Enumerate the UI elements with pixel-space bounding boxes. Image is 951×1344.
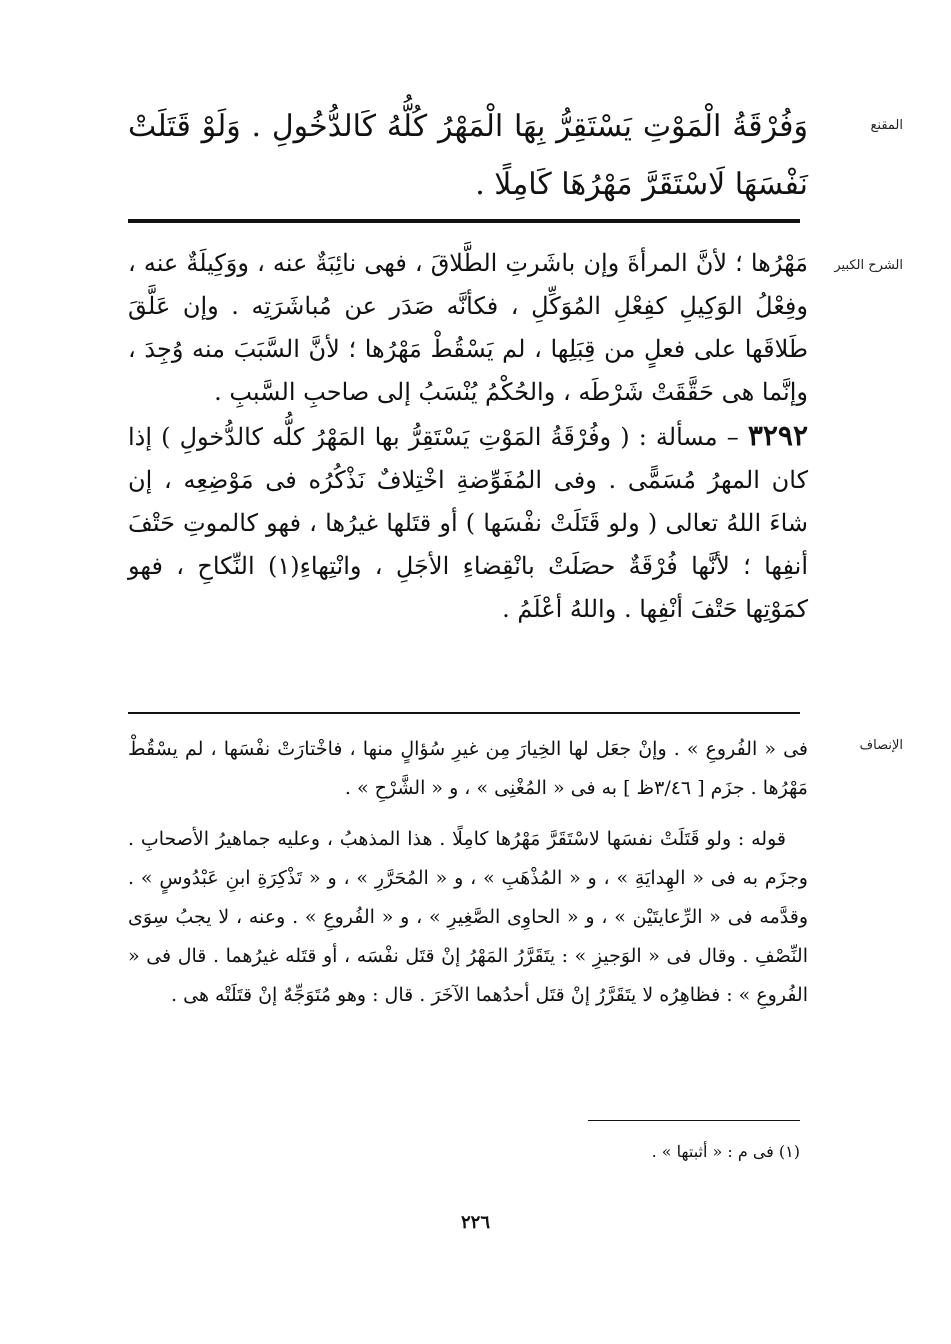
sharh-text-block xyxy=(128,242,808,631)
sharh-paragraph-2 xyxy=(128,414,808,631)
issue-number: ٣٢٩٢ xyxy=(747,419,808,452)
insaf-text-block xyxy=(128,730,808,1015)
section-label-insaf: الإنصاف xyxy=(859,738,903,753)
section-divider-thin xyxy=(128,712,800,714)
footnote: (١) فى م : « أثبتها » . xyxy=(651,1142,800,1161)
section-divider-thick xyxy=(128,219,800,223)
section-label-sharh: الشرح الكبير xyxy=(834,258,903,273)
sharh-paragraph-2-text: – مسألة : ( وفُرْقَةُ المَوْتِ يَسْتَقِرُّ بها المَهْرُ كلُّه كالدُّخولِ ) إذا كان المهرُ مُسَمًّى . وفى المُفَوِّضةِ اخْتِلافٌ نَذْكُرُه فى مَوْضِعِه ، إن شاءَ اللهُ تعالى ( ولو قَتَلَتْ نفْسَها ) أو قتَلها غيرُها ، فهو كالموتِ حَتْفَ أنفِها ؛ لأنَّها فُرْقَةٌ حصَلَتْ بانْقِضاءِ الأجَلِ ، وانْتِهاءِ(١) النِّكاحِ ، فهو كمَوْتِها حَتْفَ أنْفِها . واللهُ أعْلَمُ . xyxy=(128,423,808,623)
insaf-paragraph-2: قوله : ولو قَتَلَتْ نفسَها لاسْتَقَرَّ مَهْرُها كامِلًا . هذا المذهبُ ، وعليه جماهيرُ الأصحابِ . وجزَم به فى « الهِدايَةِ » ، و « المُذْهَبِ » ، و « المُحَرَّرِ » ، و « تَذْكِرَةِ ابنِ عَبْدُوسٍ » . وقدَّمه فى « الرِّعايتَيْن » ، و « الحاوِى الصَّغِيرِ » ، و « الفُروعِ » . وعنه ، لا يجبُ سِوَى النِّصْفِ . وقال فى « الوَجيزِ » : يتَقَرَّرُ المَهْرُ إنْ قتَل نفْسَه ، أو قتَله غيرُهما . قال فى « الفُروعِ » : فظاهِرُه لا يتَقَرَّرُ إنْ قتَل أحدُهما الآخَرَ . قال : وهو مُتَوَجِّهٌ إنْ قتَلَتْه هى . xyxy=(128,828,808,1006)
footnote-divider xyxy=(588,1120,800,1121)
muqni-paragraph: وَفُرْقَةُ الْمَوْتِ يَسْتَقِرُّ بِهَا الْمَهْرُ كُلُّهُ كَالدُّخُولِ . وَلَوْ قَتَلَتْ نَفْسَهَا لَاسْتَقَرَّ مَهْرُهَا كَامِلًا . xyxy=(128,109,808,202)
sharh-paragraph-1: مَهْرُها ؛ لأنَّ المرأةَ وإن باشَرتِ الطَّلاقَ ، فهى نائِبَةٌ عنه ، ووَكِيلَةٌ عنه ، وفِعْلُ الوَكِيلِ كفِعْلِ المُوَكِّلِ ، فكأنَّه صَدَر عن مُباشَرَتِه . وإن عَلَّقَ طَلاقَها على فعلٍ من قِبَلِها ، لم يَسْقُطْ مَهْرُها ؛ لأنَّ السَّبَبَ منه وُجِدَ ، وإنَّما هى حَقَّقَتْ شَرْطَه ، والحُكْمُ يُنْسَبُ إلى صاحبِ السَّببِ . xyxy=(128,249,808,406)
section-label-muqni: المقنع xyxy=(870,118,903,133)
page-number: ٢٢٦ xyxy=(460,1212,490,1233)
insaf-paragraph-1: فى « الفُروعِ » . وإنْ جعَل لها الخِيارَ مِن غيرِ سُؤالٍ منها ، فاخْتارَتْ نفْسَها ، لم يسْقُطْ مَهْرُها . جزَم [ ٣/٤٦ظ ] به فى « المُغْنِى » ، و « الشَّرْحِ » . xyxy=(128,738,808,799)
muqni-text-block xyxy=(128,98,808,214)
